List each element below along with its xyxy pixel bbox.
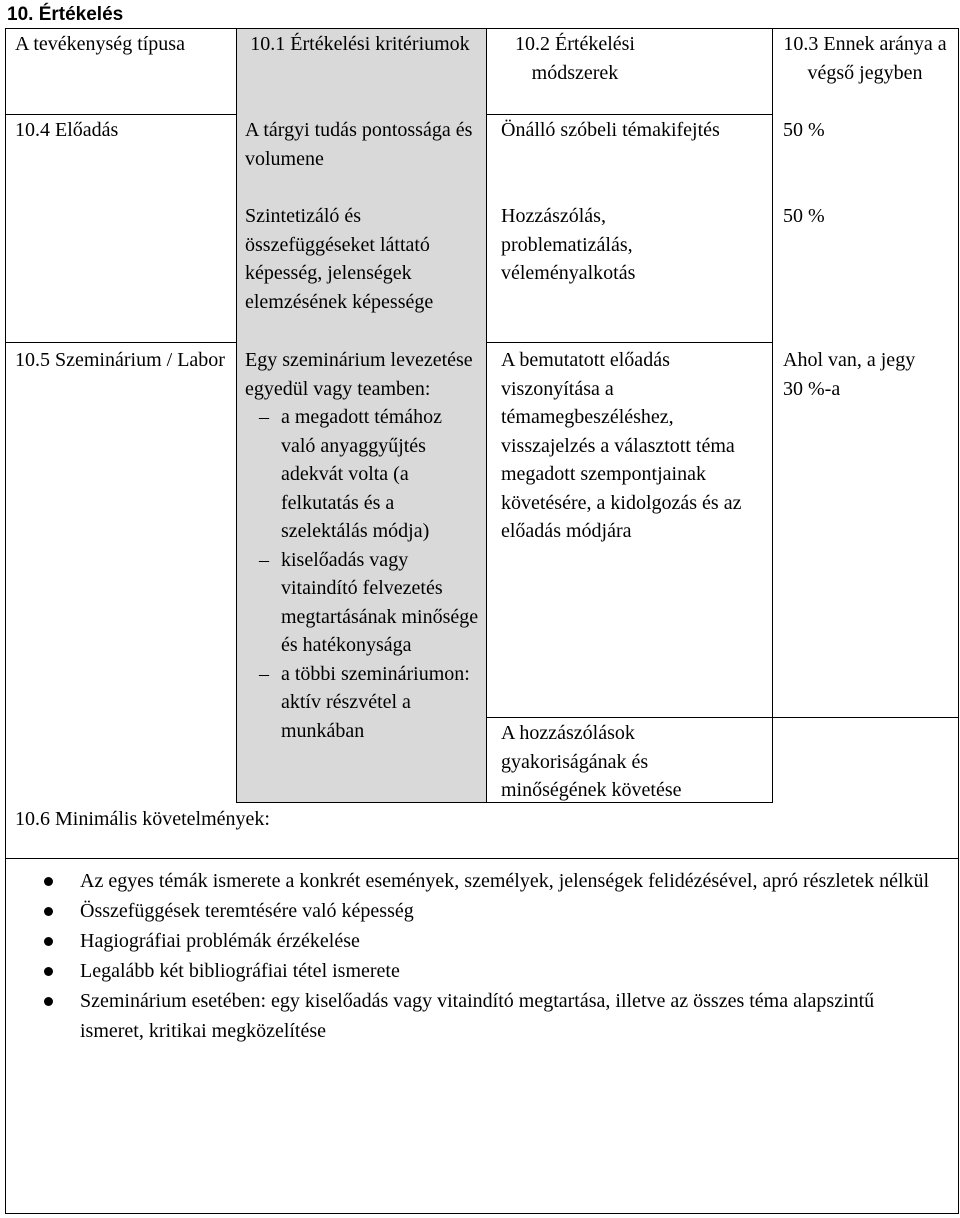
ratio-cell-2 bbox=[783, 202, 953, 231]
minimum-item-text: Az egyes témák ismerete a konkrét események, személyek, jelenségek felidézésével, apró részletek nélkül bbox=[80, 870, 930, 892]
criteria-cell-2 bbox=[245, 202, 481, 316]
bullet-dot-icon bbox=[44, 907, 53, 916]
ratio-cell-1 bbox=[783, 116, 953, 145]
row-divider-minimum bbox=[5, 858, 959, 859]
seminar-criteria-intro: Egy szeminárium levezetése egyedül vagy teamben: bbox=[245, 349, 473, 400]
bullet-dot-icon bbox=[44, 967, 53, 976]
minimum-item bbox=[40, 926, 940, 956]
criteria-text-1: A tárgyi tudás pontossága és volumene bbox=[245, 119, 473, 170]
criteria-cell-1 bbox=[245, 116, 481, 173]
header-type-text: A tevékenység típusa bbox=[15, 33, 185, 55]
minimum-list bbox=[40, 866, 940, 1046]
row-type-seminar-text: 10.5 Szeminárium / Labor bbox=[15, 349, 225, 371]
table-border-bottom bbox=[5, 1213, 959, 1214]
seminar-ratio-text: Ahol van, a jegy 30 %-a bbox=[783, 349, 916, 400]
col-divider-2 bbox=[486, 28, 487, 803]
seminar-method-cell-1 bbox=[501, 346, 769, 546]
header-criteria-text: 10.1 Értékelési kritériumok bbox=[250, 33, 470, 55]
minimum-item bbox=[40, 986, 940, 1046]
header-methods-text: 10.2 Értékelési módszerek bbox=[515, 33, 635, 84]
ratio-text-2: 50 % bbox=[783, 205, 825, 227]
minimum-item bbox=[40, 866, 940, 896]
method-cell-2 bbox=[501, 202, 701, 288]
table-border-top bbox=[5, 28, 959, 29]
table-border-left bbox=[5, 28, 6, 1214]
minimum-item bbox=[40, 896, 940, 926]
col-divider-1 bbox=[236, 28, 237, 803]
row-type-eloadas bbox=[15, 116, 230, 145]
seminar-criteria-cell bbox=[245, 346, 481, 745]
row-divider-ratio bbox=[772, 717, 959, 718]
seminar-ratio-cell bbox=[783, 346, 933, 403]
row-type-seminar bbox=[15, 346, 225, 375]
header-type bbox=[15, 30, 230, 59]
method-text-2: Hozzászólás, problematizálás, véleményalkotás bbox=[501, 205, 636, 284]
header-criteria bbox=[240, 30, 480, 59]
seminar-criteria-bullet-3: – a többi szemináriumon: aktív részvétel a munkában bbox=[245, 660, 481, 746]
minimum-item bbox=[40, 956, 940, 986]
row-divider-method-2 bbox=[486, 717, 772, 718]
section-title: 10. Értékelés bbox=[7, 4, 124, 25]
row-divider-method-1 bbox=[486, 342, 772, 343]
row-type-eloadas-text: 10.4 Előadás bbox=[15, 119, 119, 141]
criteria-text-2: Szintetizáló és összefüggéseket láttató képesség, jelenségek elemzésének képessége bbox=[245, 205, 434, 313]
minimum-item-text: Hagiográfiai problémák érzékelése bbox=[80, 930, 360, 952]
seminar-criteria-bullet-1: – a megadott témához való anyaggyűjtés adekvát volta (a felkutatás és a szelektálás módja) bbox=[245, 403, 481, 546]
seminar-method-text-1: A bemutatott előadás viszonyítása a témamegbeszéléshez, visszajelzés a választott téma megadott szempontjainak követésére, a kidolgozás és az előadás módjára bbox=[501, 349, 742, 542]
header-methods bbox=[490, 30, 660, 87]
header-ratio bbox=[776, 30, 954, 87]
row-divider-header bbox=[5, 114, 237, 115]
bullet-dot-icon bbox=[44, 937, 53, 946]
col-divider-3 bbox=[772, 28, 773, 803]
minimum-item-text: Összefüggések teremtésére való képesség bbox=[80, 900, 414, 922]
method-cell-1 bbox=[501, 116, 731, 145]
minimum-item-text: Szeminárium esetében: egy kiselőadás vagy vitaindító megtartása, illetve az összes téma alapszintű ismeret, kritikai megközelítése bbox=[80, 990, 875, 1042]
seminar-method-text-2: A hozzászólások gyakoriságának és minőségének követése bbox=[501, 722, 682, 801]
bullet-dot-icon bbox=[44, 997, 53, 1006]
row-divider-header-method bbox=[486, 114, 772, 115]
bullet-dot-icon bbox=[44, 877, 53, 886]
method-text-1: Önálló szóbeli témakifejtés bbox=[501, 119, 720, 141]
row-divider-eloadas bbox=[5, 342, 237, 343]
minimum-item-text: Legalább két bibliográfiai tétel ismerete bbox=[80, 960, 400, 982]
ratio-text-1: 50 % bbox=[783, 119, 825, 141]
seminar-criteria-bullet-2: – kiselőadás vagy vitaindító felvezetés megtartásának minősége és hatékonysága bbox=[245, 546, 481, 660]
minimum-title: 10.6 Minimális követelmények: bbox=[15, 808, 270, 830]
header-ratio-text: 10.3 Ennek aránya a végső jegyben bbox=[783, 33, 947, 84]
table-border-right bbox=[958, 28, 959, 1214]
seminar-method-cell-2 bbox=[501, 719, 741, 805]
